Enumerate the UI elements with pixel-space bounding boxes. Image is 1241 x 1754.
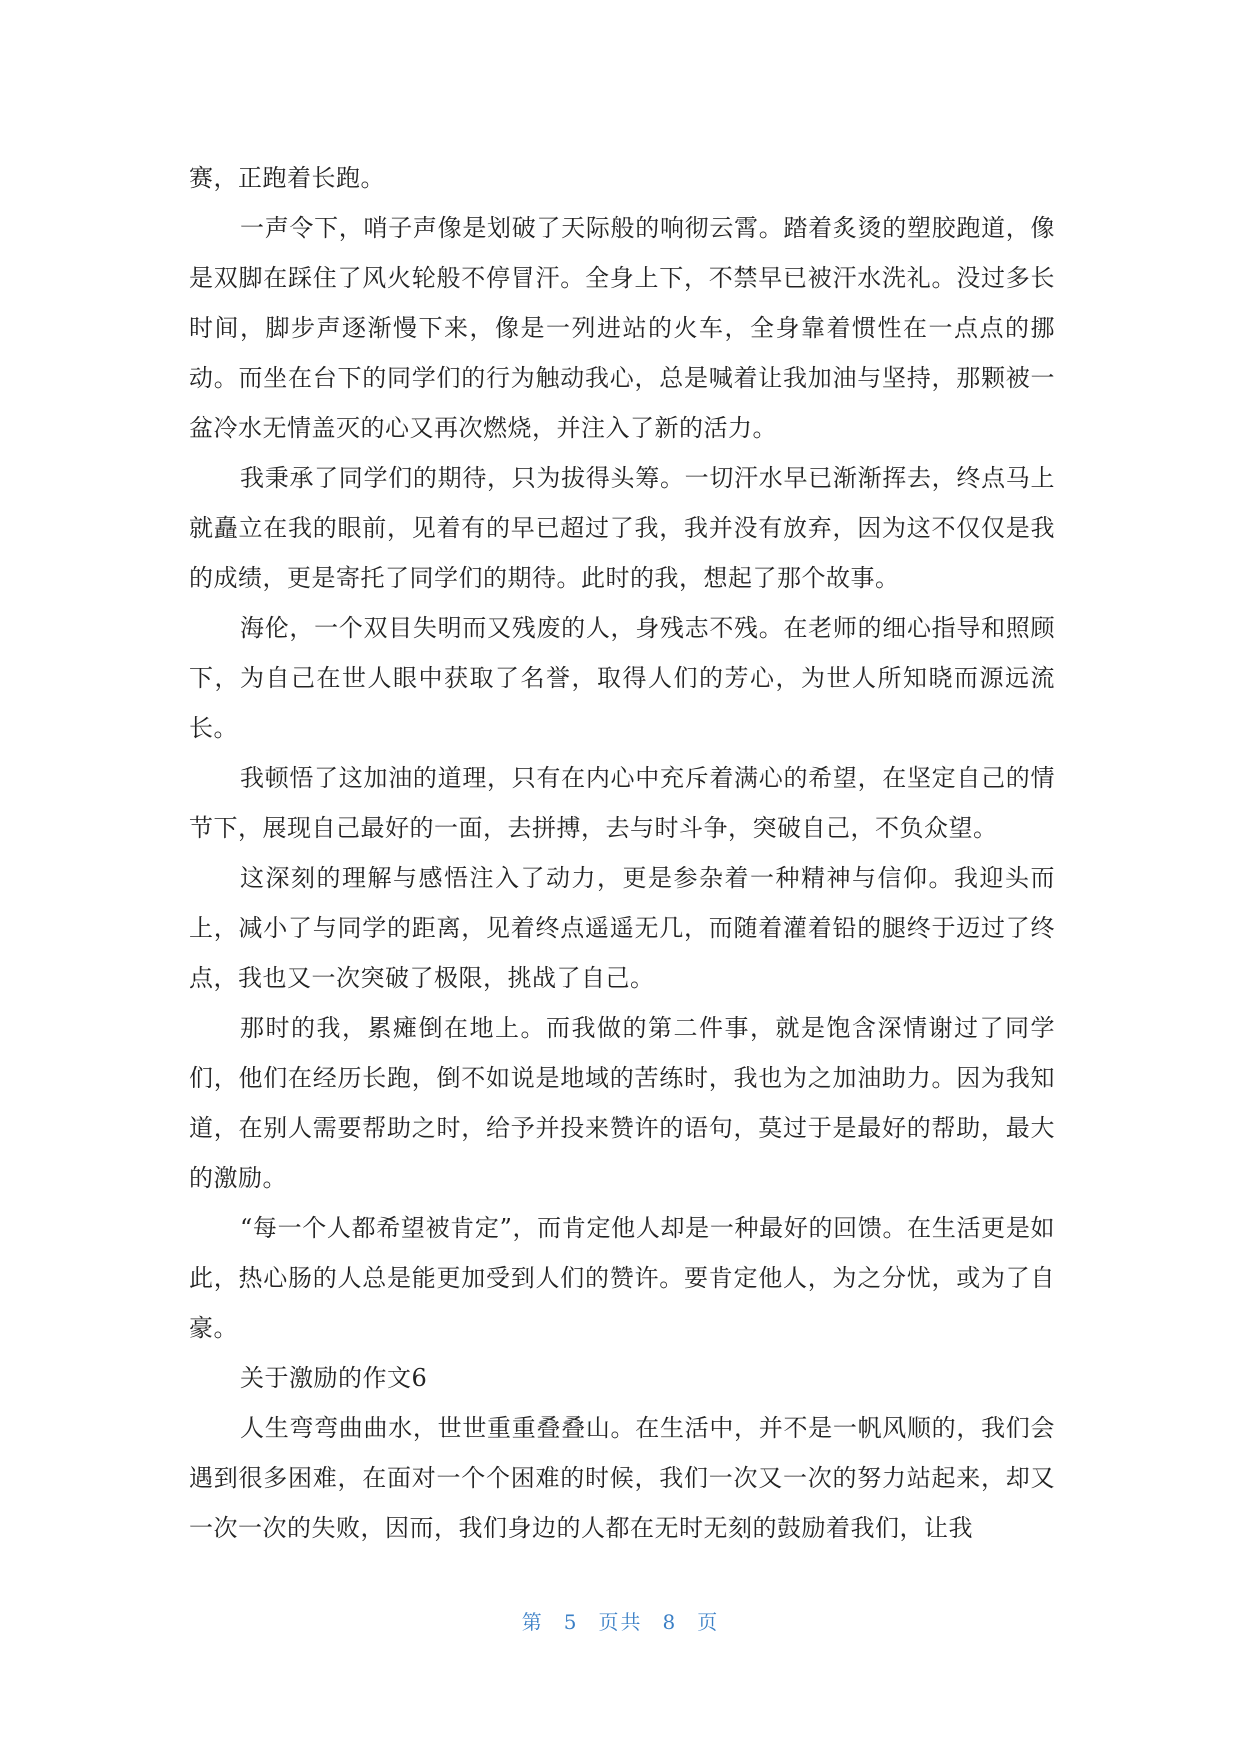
paragraph-1: 赛，正跑着长跑。	[189, 164, 385, 192]
paragraph-8: “每一个人都希望被肯定”，而肯定他人却是一种最好的回馈。在生活更是如此，热心肠的人总是能更加受到人们的赞许。要肯定他人，为之分忧，或为了自豪。	[189, 1214, 1055, 1342]
footer-prefix: 第	[521, 1610, 544, 1634]
footer-middle: 页共	[598, 1610, 643, 1634]
paragraph-2: 一声令下，哨子声像是划破了天际般的响彻云霄。踏着炙烫的塑胶跑道，像是双脚在踩住了风火轮般不停冒汗。全身上下，不禁早已被汗水洗礼。没过多长时间，脚步声逐渐慢下来，像是一列进站的火车，全身靠着惯性在一点点的挪动。而坐在台下的同学们的行为触动我心，总是喊着让我加油与坚持，那颗被一盆冷水无情盖灭的心又再次燃烧，并注入了新的活力。	[189, 214, 1055, 442]
page-footer	[0, 1606, 1241, 1635]
paragraph-5: 我顿悟了这加油的道理，只有在内心中充斥着满心的希望，在坚定自己的情节下，展现自己最好的一面，去拼搏，去与时斗争，突破自己，不负众望。	[189, 764, 1055, 842]
paragraph-4: 海伦，一个双目失明而又残废的人，身残志不残。在老师的细心指导和照顾下，为自己在世人眼中获取了名誉，取得人们的芳心，为世人所知晓而源远流长。	[189, 614, 1055, 742]
paragraph-9: 人生弯弯曲曲水，世世重重叠叠山。在生活中，并不是一帆风顺的，我们会遇到很多困难，在面对一个个困难的时候，我们一次又一次的努力站起来，却又一次一次的失败，因而，我们身边的人都在无时无刻的鼓励着我们，让我	[189, 1414, 1055, 1542]
paragraph-3: 我秉承了同学们的期待，只为拔得头筹。一切汗水早已渐渐挥去，终点马上就矗立在我的眼前，见着有的早已超过了我，我并没有放弃，因为这不仅仅是我的成绩，更是寄托了同学们的期待。此时的我，想起了那个故事。	[189, 464, 1055, 592]
footer-current-page: 5	[563, 1610, 579, 1634]
footer-total-pages: 8	[662, 1610, 678, 1634]
paragraph-6: 这深刻的理解与感悟注入了动力，更是参杂着一种精神与信仰。我迎头而上，减小了与同学的距离，见着终点遥遥无几，而随着灌着铅的腿终于迈过了终点，我也又一次突破了极限，挑战了自己。	[189, 864, 1055, 992]
document-body	[189, 153, 1055, 1553]
footer-suffix: 页	[697, 1610, 720, 1634]
section-heading: 关于激励的作文6	[240, 1364, 428, 1392]
paragraph-7: 那时的我，累瘫倒在地上。而我做的第二件事，就是饱含深情谢过了同学们，他们在经历长跑，倒不如说是地域的苦练时，我也为之加油助力。因为我知道，在别人需要帮助之时，给予并投来赞许的语句，莫过于是最好的帮助，最大的激励。	[189, 1014, 1055, 1192]
